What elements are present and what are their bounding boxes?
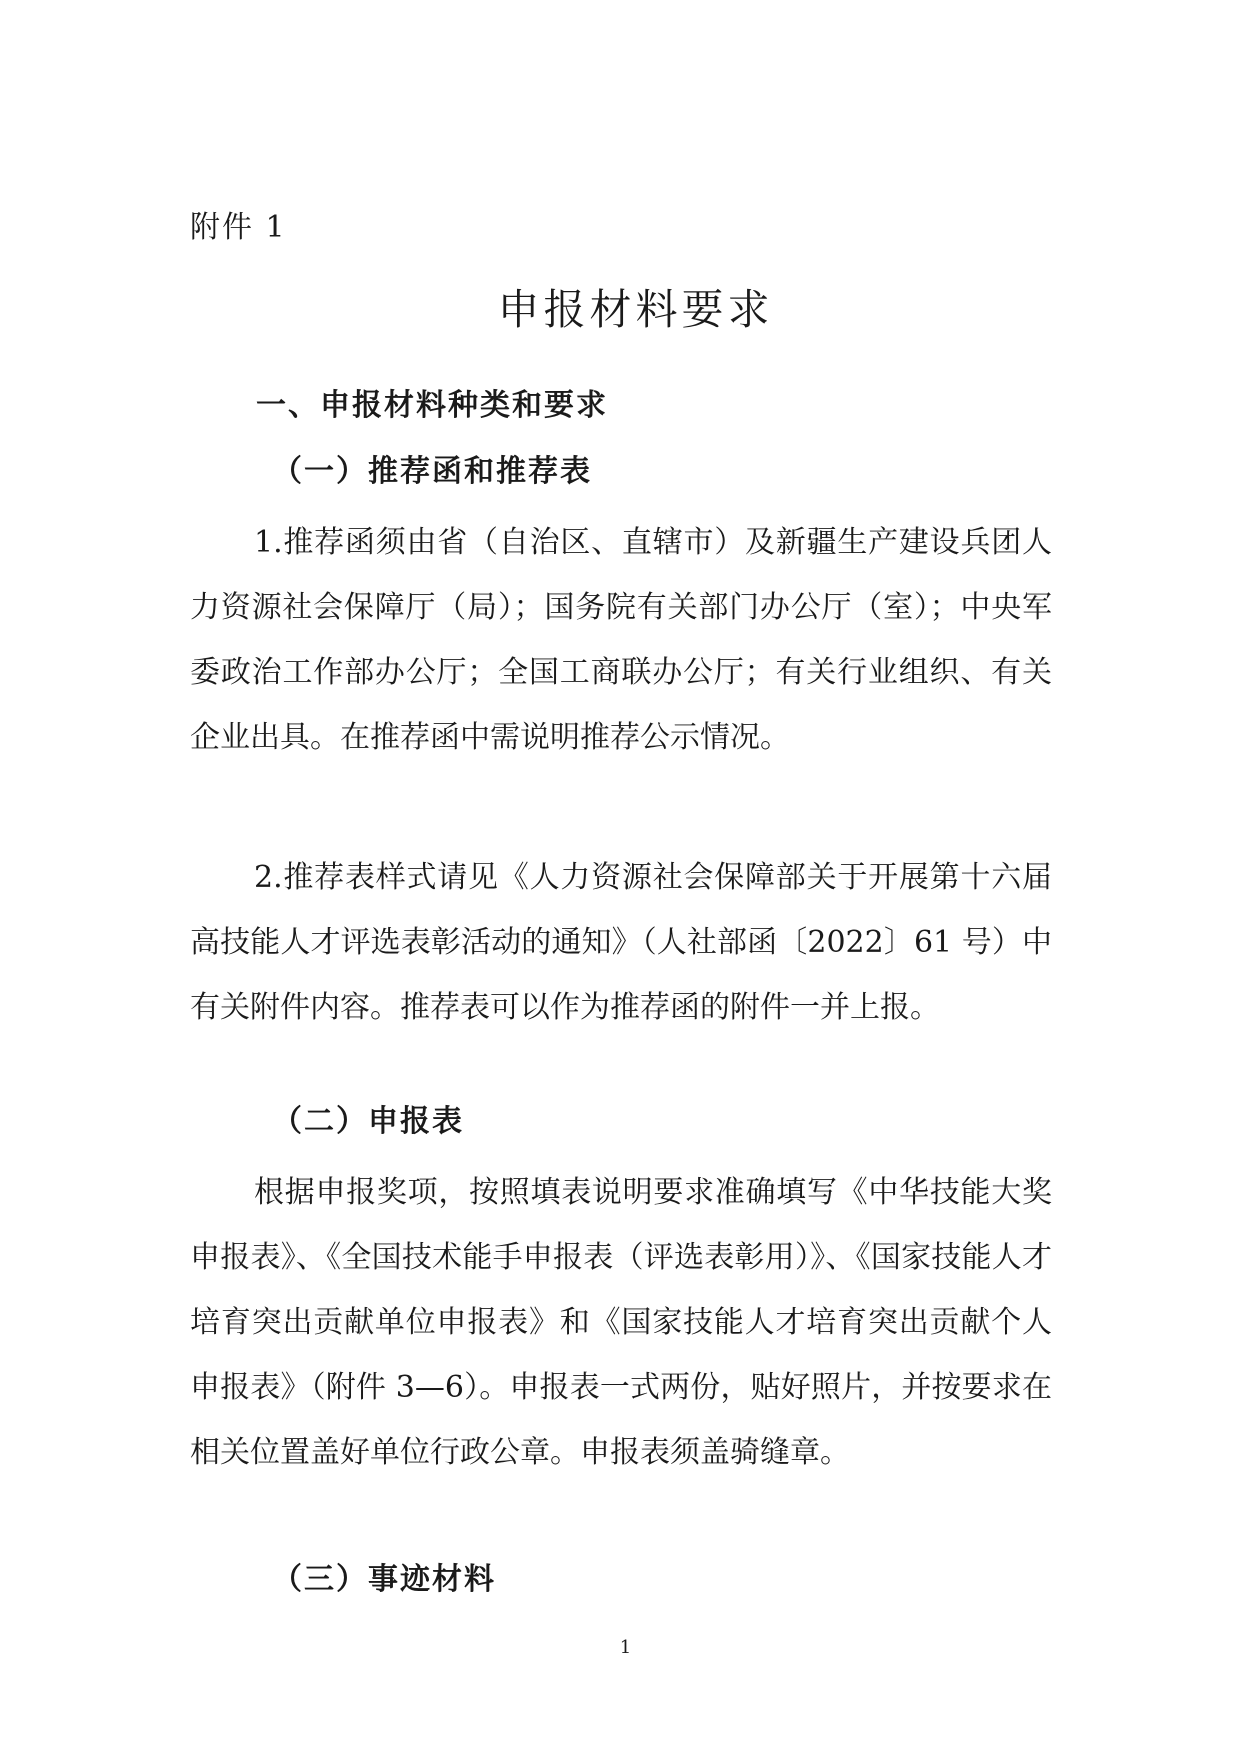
- page-number: 1: [619, 1637, 632, 1658]
- subsection-heading-deeds: （三）事迹材料: [272, 1562, 496, 1597]
- paragraph-recommendation-letter: 1.推荐函须由省（自治区、直辖市）及新疆生产建设兵团人力资源社会保障厅（局）；国务院有关部门办公厅（室）；中央军委政治工作部办公厅；全国工商联办公厅；有关行业组织、有关企业出具。在推荐函中需说明推荐公示情况。: [190, 525, 1052, 755]
- document-title: 申报材料要求: [497, 285, 774, 334]
- section-heading: 一、申报材料种类和要求: [256, 388, 608, 423]
- subsection-heading-recommendation: （一）推荐函和推荐表: [272, 454, 592, 489]
- subsection-heading-application-form: （二）申报表: [272, 1104, 464, 1139]
- paragraph-recommendation-form: 2.推荐表样式请见《人力资源社会保障部关于开展第十六届高技能人才评选表彰活动的通知》（人社部函〔2022〕61 号）中有关附件内容。推荐表可以作为推荐函的附件一并上报。: [190, 860, 1052, 1025]
- paragraph-application-form: 根据申报奖项，按照填表说明要求准确填写《中华技能大奖申报表》、《全国技术能手申报表（评选表彰用）》、《国家技能人才培育突出贡献单位申报表》和《国家技能人才培育突出贡献个人申报表》（附件 3—6）。申报表一式两份，贴好照片，并按要求在相关位置盖好单位行政公章。申报表须盖骑缝章。: [190, 1175, 1052, 1470]
- attachment-label: 附件 1: [190, 210, 287, 245]
